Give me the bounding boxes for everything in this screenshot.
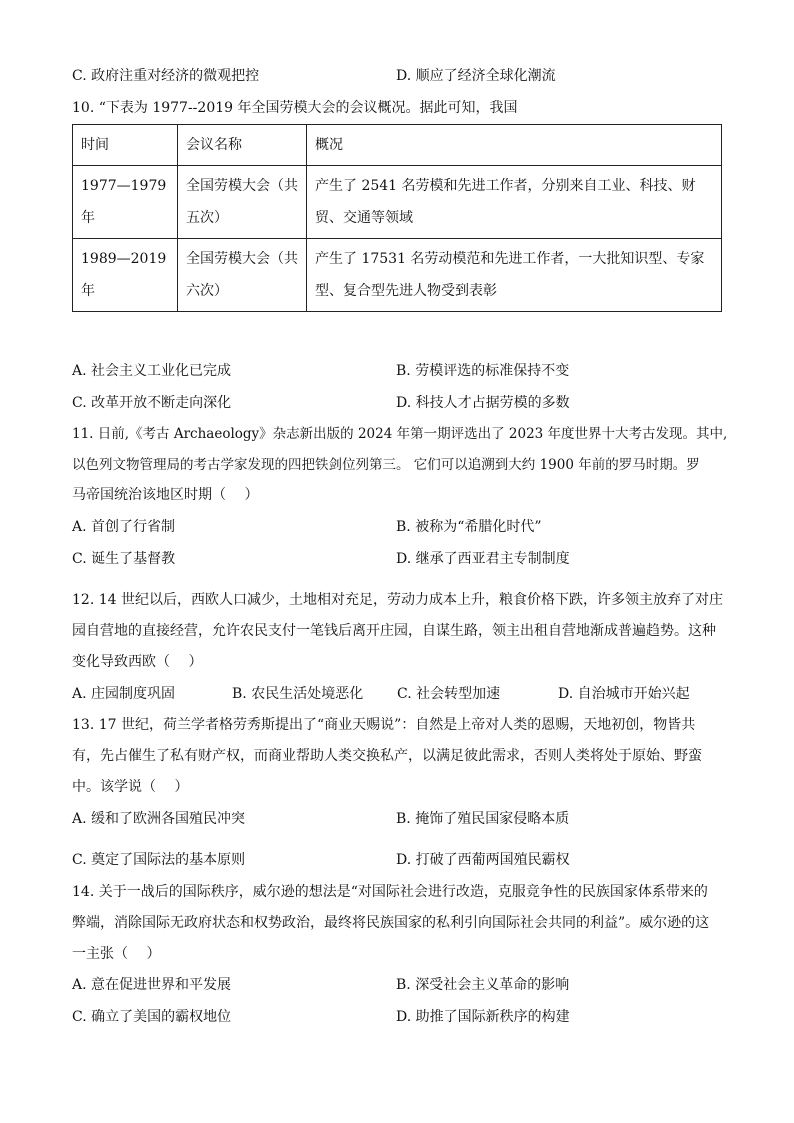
q13-stem-line2: 有，先占催生了私有财产权，而商业帮助人类交换私产，以满足彼此需求，否则人类将处于原始、野蛮 [72,748,702,764]
q12-option-b: B. 农民生活处境恶化 [232,686,364,702]
q14-option-d: D. 助推了国际新秩序的构建 [396,1009,570,1025]
table-header-cell: 会议名称 [178,125,307,166]
q14-option-b: B. 深受社会主义革命的影响 [396,977,570,993]
q13-stem-line1: 13. 17 世纪，荷兰学者格劳秀斯提出了“商业天赐说”：自然是上帝对人类的恩赐，天地初创，物皆共 [72,717,696,733]
q10-option-c: C. 改革开放不断走向深化 [72,395,232,411]
q12-stem-line2: 园自营地的直接经营，允许农民支付一笔钱后离开庄园，自谋生路，领主出租自营地渐成普遍趋势。这种 [72,623,716,639]
q9-option-c: C. 政府注重对经济的微观把控 [72,68,260,84]
q11-stem-line3: 马帝国统治该地区时期（ ） [72,487,259,503]
q9-option-d: D. 顺应了经济全球化潮流 [396,68,556,84]
q11-stem-line2: 以色列文物管理局的考古学家发现的四把铁剑位列第三。 它们可以追溯到大约 1900 年前的罗马时期。罗 [72,457,700,473]
q13-option-c: C. 奠定了国际法的基本原则 [72,852,246,868]
q14-stem-line2: 弊端，消除国际无政府状态和权势政治，最终将民族国家的私利引向国际社会共同的利益”。威尔逊的这 [72,915,710,931]
table-header-cell: 概况 [307,125,722,166]
table-cell: 1989—2019 年 [73,239,178,312]
q14-option-c: C. 确立了美国的霸权地位 [72,1009,232,1025]
q13-option-a: A. 缓和了欧洲各国殖民冲突 [72,811,246,827]
table-cell: 1977—1979 年 [73,166,178,239]
table-row [73,239,722,312]
q10-table [72,124,722,312]
q10-option-b: B. 劳模评选的标准保持不变 [396,363,570,379]
q13-option-d: D. 打破了西葡两国殖民霸权 [396,852,570,868]
table-cell: 产生了 17531 名劳动模范和先进工作者，一大批知识型、专家型、复合型先进人物受到表彰 [307,239,722,312]
q14-option-a: A. 意在促进世界和平发展 [72,977,232,993]
q10-option-a: A. 社会主义工业化已完成 [72,363,232,379]
table-row [73,166,722,239]
q11-option-b: B. 被称为“希腊化时代” [396,519,542,535]
q11-stem-line1: 11. 日前,《考古 Archaeology》杂志新出版的 2024 年第一期评选出了 2023 年度世界十大考古发现。其中, [72,426,728,442]
table-cell: 全国劳模大会（共五次） [178,166,307,239]
table-header-cell: 时间 [73,125,178,166]
q10-stem: 10. “下表为 1977--2019 年全国劳模大会的会议概况。据此可知，我国 [72,100,518,116]
q14-stem-line1: 14. 关于一战后的国际秩序，威尔逊的想法是“对国际社会进行改造，克服竞争性的民族国家体系带来的 [72,884,708,900]
q14-stem-line3: 一主张（ ） [72,946,161,962]
table-cell: 全国劳模大会（共六次） [178,239,307,312]
q12-stem-line3: 变化导致西欧（ ） [72,654,203,670]
q10-option-d: D. 科技人才占据劳模的多数 [396,395,570,411]
q11-option-c: C. 诞生了基督教 [72,551,176,567]
q11-option-a: A. 首创了行省制 [72,519,176,535]
table-header-row [73,125,722,166]
q12-option-a: A. 庄园制度巩固 [72,686,176,702]
q12-stem-line1: 12. 14 世纪以后，西欧人口减少，土地相对充足，劳动力成本上升，粮食价格下跌，许多领主放弃了对庄 [72,592,723,608]
q13-option-b: B. 掩饰了殖民国家侵略本质 [396,811,570,827]
q12-option-d: D. 自治城市开始兴起 [558,686,690,702]
q11-option-d: D. 继承了西亚君主专制制度 [396,551,570,567]
q13-stem-line3: 中。该学说（ ） [72,779,189,795]
q12-option-c: C. 社会转型加速 [397,686,501,702]
table-cell: 产生了 2541 名劳模和先进工作者，分别来自工业、科技、财贸、交通等领域 [307,166,722,239]
